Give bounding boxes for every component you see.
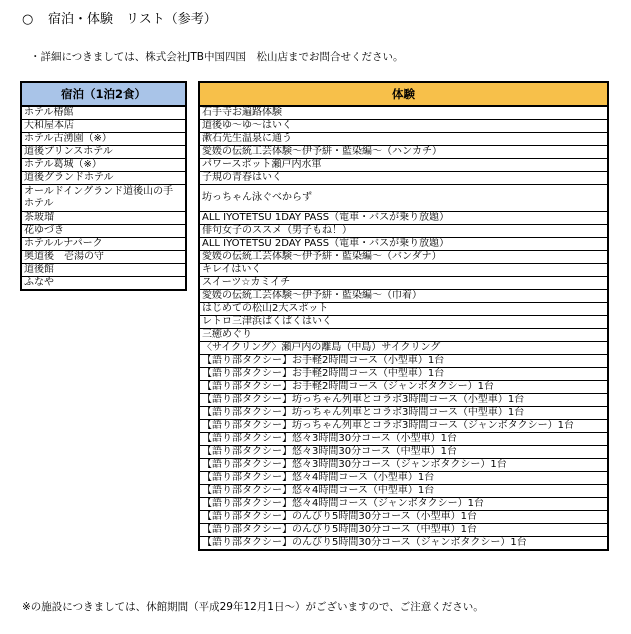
table-cell: 愛媛の伝統工芸体験～伊予絣・藍染編～（ハンカチ） [199, 146, 608, 159]
table-cell: 【語り部タクシー】お手軽2時間コース（小型車）1台 [199, 355, 608, 368]
table-cell: 【語り部タクシー】悠々3時間30分コース（ジャンボタクシー）1台 [199, 459, 608, 472]
table-row [21, 120, 186, 133]
table-cell: 【語り部タクシー】悠々3時間30分コース（小型車）1台 [199, 433, 608, 446]
table-row [199, 407, 608, 420]
table-cell: 花ゆづき [21, 225, 186, 238]
table-row [199, 303, 608, 316]
table-cell: 愛媛の伝統工芸体験～伊予絣・藍染編～（巾着） [199, 290, 608, 303]
table-row [199, 264, 608, 277]
table-cell: レトロ三津浜ぱくぱくはいく [199, 316, 608, 329]
table-cell: 【語り部タクシー】坊っちゃん列車とコラボ3時間コース（小型車）1台 [199, 394, 608, 407]
table-cell: 【語り部タクシー】悠々3時間30分コース（中型車）1台 [199, 446, 608, 459]
page-title-text: 宿泊・体験 リスト（参考） [48, 12, 217, 27]
table-row [199, 329, 608, 342]
table-row [199, 120, 608, 133]
table-row [199, 381, 608, 394]
table-row [199, 290, 608, 303]
table-cell: ホテル葛城（※） [21, 159, 186, 172]
table-cell: 大和屋本店 [21, 120, 186, 133]
table-cell: オールドイングランド道後山の手ホテル [21, 185, 186, 212]
table-row [199, 316, 608, 329]
lodging-list [21, 106, 186, 290]
table-cell: 愛媛の伝統工芸体験～伊予絣・藍染編～（バンダナ） [199, 251, 608, 264]
table-row [199, 225, 608, 238]
table-row [21, 264, 186, 277]
activity-table [198, 81, 609, 551]
table-row [199, 106, 608, 120]
table-row [199, 394, 608, 407]
table-cell: ふなや [21, 277, 186, 291]
table-cell: 【語り部タクシー】お手軽2時間コース（ジャンボタクシー）1台 [199, 381, 608, 394]
table-row [199, 537, 608, 551]
table-cell: 【語り部タクシー】悠々4時間コース（ジャンボタクシー）1台 [199, 498, 608, 511]
table-row [199, 238, 608, 251]
table-cell: 【語り部タクシー】悠々4時間コース（中型車）1台 [199, 485, 608, 498]
table-row [199, 433, 608, 446]
table-cell: 【語り部タクシー】のんびり5時間30分コース（小型車）1台 [199, 511, 608, 524]
table-cell: スイーツ☆カミイチ [199, 277, 608, 290]
lodging-table [20, 81, 187, 291]
table-cell: ホテル古湧園（※） [21, 133, 186, 146]
circle-mark: ○ [22, 12, 34, 27]
table-cell: ALL IYOTETSU 2DAY PASS（電車・バスが乗り放題） [199, 238, 608, 251]
table-cell: 子規の青春はいく [199, 172, 608, 185]
table-cell: 【語り部タクシー】お手軽2時間コース（中型車）1台 [199, 368, 608, 381]
table-cell: 道後グランドホテル [21, 172, 186, 185]
table-cell: キレイはいく [199, 264, 608, 277]
table-row [21, 185, 186, 212]
table-row [199, 133, 608, 146]
table-row [199, 485, 608, 498]
table-cell: 石手寺お遍路体験 [199, 106, 608, 120]
closure-note: ※の施設につきましては、休館期間（平成29年12月1日～）がございますので、ご注意ください。 [22, 601, 484, 613]
page-title [22, 12, 217, 28]
table-cell: はじめての松山2大スポット [199, 303, 608, 316]
table-row [199, 368, 608, 381]
table-cell: ALL IYOTETSU 1DAY PASS（電車・バスが乗り放題） [199, 212, 608, 225]
table-row [21, 146, 186, 159]
table-cell: 三癒めぐり [199, 329, 608, 342]
table-cell: 〈サイクリング〉瀬戸内の離島（中島）サイクリング [199, 342, 608, 355]
table-row [21, 277, 186, 291]
table-cell: 【語り部タクシー】坊っちゃん列車とコラボ3時間コース（中型車）1台 [199, 407, 608, 420]
table-cell: ホテルルナパーク [21, 238, 186, 251]
table-cell: パワースポット瀬戸内水軍 [199, 159, 608, 172]
table-row [199, 420, 608, 433]
table-row [199, 172, 608, 185]
table-row [21, 251, 186, 264]
lodging-heading: 宿泊（1泊2食） [21, 82, 186, 106]
table-row [199, 277, 608, 290]
table-row [199, 251, 608, 264]
table-row [21, 238, 186, 251]
table-cell: 道後プリンスホテル [21, 146, 186, 159]
table-row [21, 106, 186, 120]
table-row [21, 225, 186, 238]
table-cell: 道後ゆ～ゆ～はいく [199, 120, 608, 133]
table-row [199, 159, 608, 172]
table-cell: ホテル椿館 [21, 106, 186, 120]
table-cell: 茶玻瑠 [21, 212, 186, 225]
table-row [21, 212, 186, 225]
table-row [199, 355, 608, 368]
table-row [199, 446, 608, 459]
table-row [21, 172, 186, 185]
table-row [199, 212, 608, 225]
table-row [199, 498, 608, 511]
table-cell: 漱石先生温泉に通う [199, 133, 608, 146]
table-cell: 俳句女子のススメ（男子もね！） [199, 225, 608, 238]
activity-heading: 体験 [199, 82, 608, 106]
table-row [199, 342, 608, 355]
table-row [21, 159, 186, 172]
table-row [199, 511, 608, 524]
table-cell: 【語り部タクシー】のんびり5時間30分コース（ジャンボタクシー）1台 [199, 537, 608, 551]
table-cell: 【語り部タクシー】悠々4時間コース（小型車）1台 [199, 472, 608, 485]
table-row [199, 185, 608, 212]
table-cell: 奥道後 壱湯の守 [21, 251, 186, 264]
table-row [21, 133, 186, 146]
table-cell: 【語り部タクシー】のんびり5時間30分コース（中型車）1台 [199, 524, 608, 537]
table-row [199, 472, 608, 485]
table-row [199, 459, 608, 472]
table-row [199, 146, 608, 159]
table-cell: 【語り部タクシー】坊っちゃん列車とコラボ3時間コース（ジャンボタクシー）1台 [199, 420, 608, 433]
table-cell: 道後館 [21, 264, 186, 277]
table-cell: 坊っちゃん泳ぐべからず [199, 185, 608, 212]
contact-note: ・詳細につきましては、株式会社JTB中国四国 松山店までお問合せください。 [30, 51, 404, 63]
table-row [199, 524, 608, 537]
activity-list [199, 106, 608, 550]
